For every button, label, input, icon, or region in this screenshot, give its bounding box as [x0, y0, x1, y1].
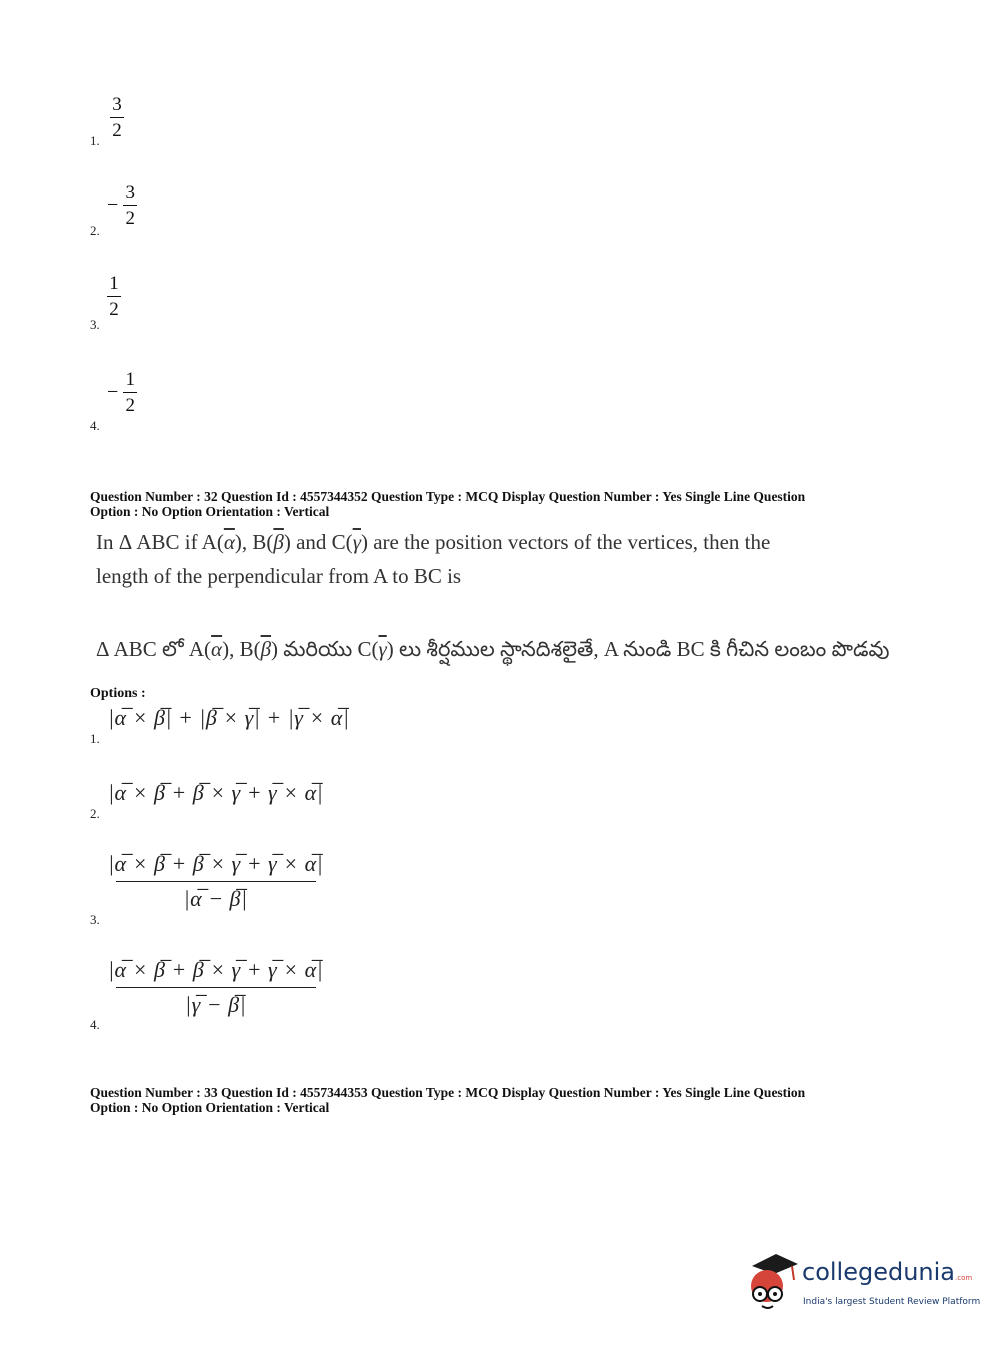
fraction-bar [123, 205, 137, 206]
fraction-bar [116, 987, 316, 988]
numerator: |α̅ × β̅ + β̅ × γ̅ + γ̅ × α̅| [108, 957, 324, 982]
numerator: 1 [109, 273, 119, 294]
prev-option-3-fraction [107, 274, 121, 319]
q32-english-line1: In Δ ABC if $A(\overline{\alpha})$, $B(\overline{\beta})$ and $C(\overline{\gamma})$ are the position vectors of the vertices, then the [96, 530, 771, 554]
q32-meta-line2: Option : No Option Orientation : Vertical [90, 504, 330, 519]
q32-option-2-expression: |α̅ × β̅ + β̅ × γ̅ + γ̅ × α̅| [108, 780, 324, 805]
collegedunia-logo [742, 1250, 981, 1320]
denominator: 2 [125, 208, 136, 229]
prev-option-2-fraction [107, 183, 137, 228]
prev-option-4-number: 4. [90, 418, 100, 433]
denominator: 2 [112, 120, 122, 141]
prev-option-1-fraction [110, 95, 124, 140]
fraction-bar [123, 392, 137, 393]
q32-english-text [96, 530, 916, 589]
fraction-bar [110, 117, 124, 118]
q32-option-4-fraction [108, 957, 323, 1018]
q32-option-4-number: 4. [90, 1017, 100, 1032]
q32-meta [90, 489, 890, 519]
q32-option-3-fraction [108, 851, 323, 912]
numerator: 3 [112, 94, 122, 115]
logo-tagline: India's largest Student Review Platform [803, 1297, 981, 1307]
q32-option-1-number: 1. [90, 731, 100, 746]
q32-option-3-number: 3. [90, 912, 100, 927]
numerator: 3 [125, 182, 136, 203]
minus-sign: − [107, 194, 119, 216]
denominator: 2 [125, 395, 136, 416]
q33-meta-line1: Question Number : 33 Question Id : 4557344353 Question Type : MCQ Display Question Number : Yes Single Line Question [90, 1085, 806, 1100]
numerator: 1 [125, 369, 136, 390]
fraction-bar [116, 881, 316, 882]
q33-meta [90, 1085, 890, 1115]
minus-sign: − [107, 381, 119, 403]
q32-option-1-expression: |α̅ × β̅| + |β̅ × γ̅| + |γ̅ × α̅| [108, 705, 350, 730]
options-label: Options : [90, 686, 146, 701]
fraction-bar [107, 296, 121, 297]
q32-option-2-number: 2. [90, 806, 100, 821]
numerator: |α̅ × β̅ + β̅ × γ̅ + γ̅ × α̅| [108, 851, 324, 876]
q32-telugu-text: Δ ABC లో $A(\overline{\alpha})$, $B(\overline{\beta})$ మరియు $C(\overline{\gamma})$ లు శీర్షముల స్థానదిశలైతే, A నుండి BC కి గీచిన లంబం పొడవు [96, 637, 890, 661]
denominator: 2 [109, 299, 119, 320]
prev-option-1-number: 1. [90, 133, 100, 148]
denominator: |γ̅ − β̅| [185, 992, 247, 1017]
logo-wordmark [802, 1258, 972, 1286]
prev-option-2-number: 2. [90, 223, 100, 238]
prev-option-3-number: 3. [90, 317, 100, 332]
q33-meta-line2: Option : No Option Orientation : Vertical [90, 1100, 330, 1115]
q32-english-line2: length of the perpendicular from A to BC is [96, 564, 462, 588]
q32-meta-line1: Question Number : 32 Question Id : 4557344352 Question Type : MCQ Display Question Number : Yes Single Line Question [90, 489, 806, 504]
prev-option-4-fraction [107, 370, 137, 415]
logo-suffix: .com [955, 1274, 973, 1282]
denominator: |α̅ − β̅| [183, 886, 248, 911]
logo-name: collegedunia [802, 1258, 956, 1286]
mascot-icon [742, 1252, 798, 1312]
